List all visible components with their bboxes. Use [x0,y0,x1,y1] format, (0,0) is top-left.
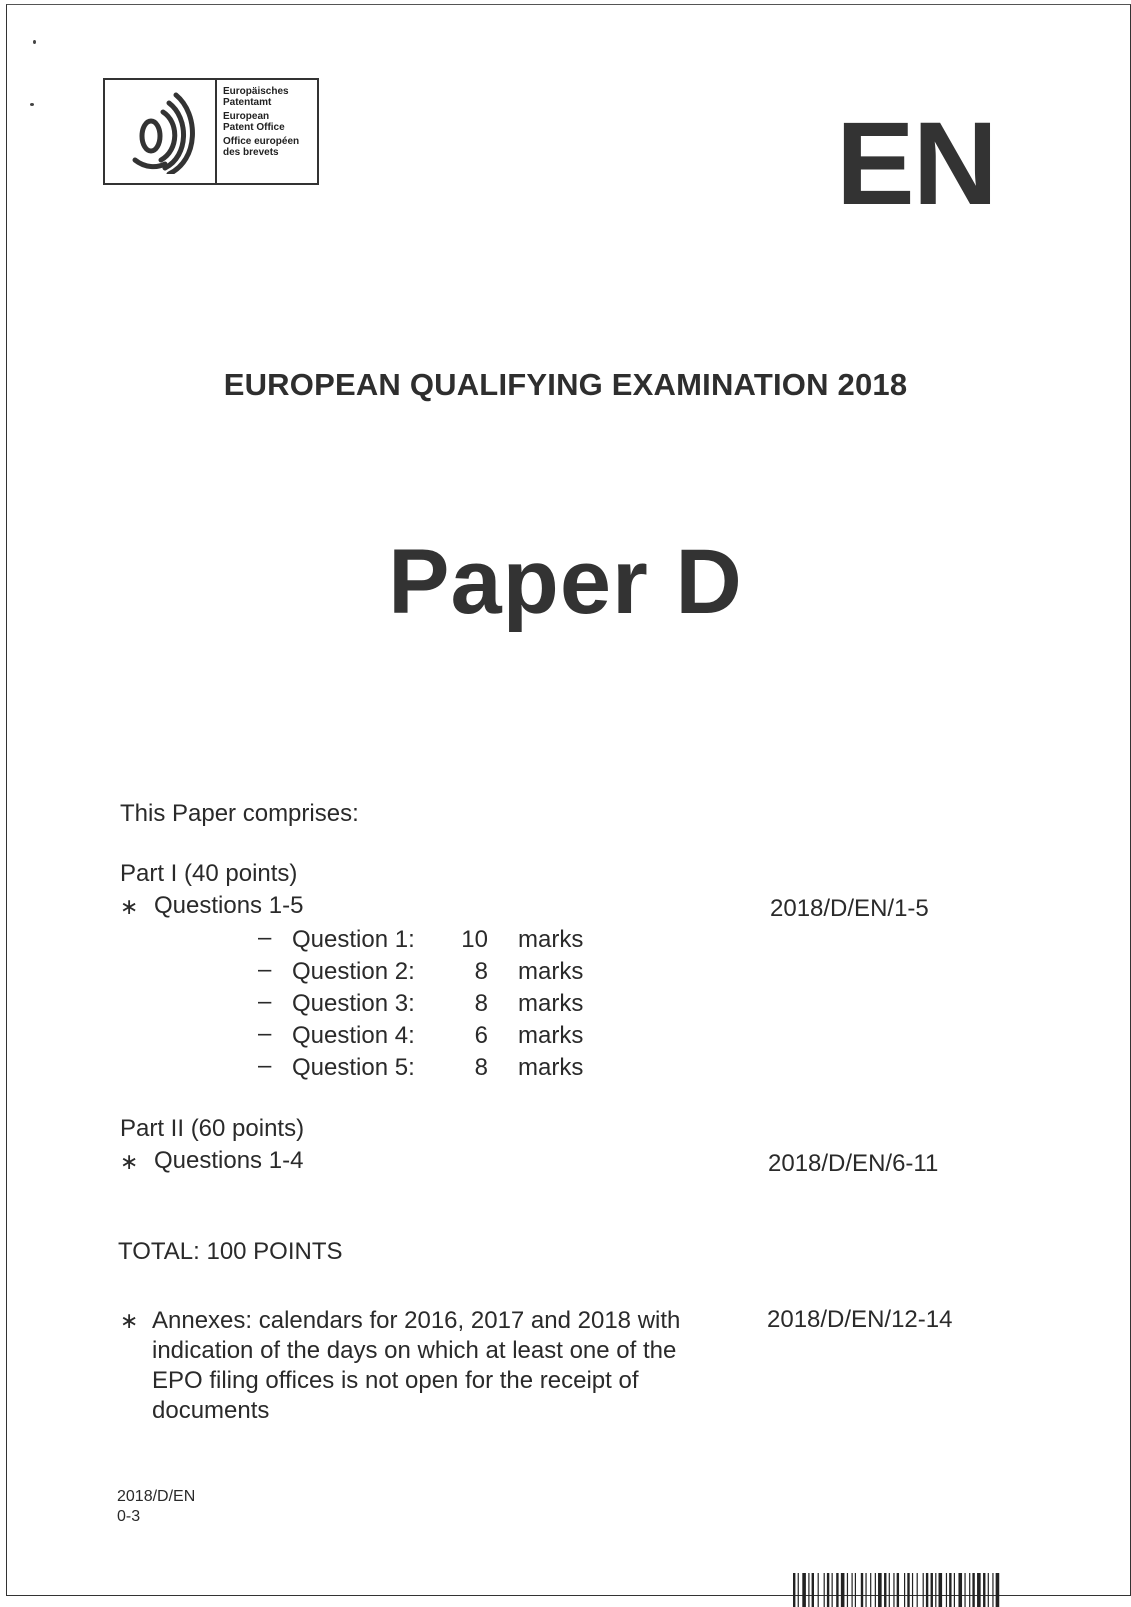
part1-item: Questions 1-5 [154,892,304,919]
question-label: Question 2: [292,958,415,985]
annex-ref: 2018/D/EN/12-14 [767,1306,953,1333]
dash: – [258,956,272,983]
dash: – [258,924,272,951]
question-marks: 8 [474,1054,488,1081]
question-unit: marks [518,1054,584,1081]
question-unit: marks [518,1022,584,1049]
dash: – [258,988,272,1015]
part1-bullet: ∗ [120,894,139,919]
logo-line: European [223,111,270,122]
question-label: Question 5: [292,1054,415,1081]
logo-line: des brevets [223,147,279,158]
part2-ref: 2018/D/EN/6-11 [768,1150,939,1177]
question-row [0,1054,700,1082]
intro-text: This Paper comprises: [120,800,359,827]
question-unit: marks [518,958,584,985]
question-row [0,958,700,986]
logo-line: Patent Office [223,122,285,133]
question-label: Question 4: [292,1022,415,1049]
part2-item: Questions 1-4 [154,1147,304,1174]
question-marks: 8 [474,990,488,1017]
dash: – [258,1052,272,1079]
question-row [0,926,700,954]
exam-title: EUROPEAN QUALIFYING EXAMINATION 2018 [223,367,908,402]
part2-heading: Part II (60 points) [120,1115,305,1142]
footer-code: 2018/D/EN [117,1488,196,1505]
footer [117,1487,195,1527]
question-row [0,1022,700,1050]
question-unit: marks [518,926,584,953]
total-points: TOTAL: 100 POINTS [118,1238,343,1265]
question-label: Question 3: [292,990,415,1017]
logo-line: Office européen [223,136,300,147]
scan-speck [33,40,36,44]
question-marks: 8 [474,958,488,985]
dash: – [258,1020,272,1047]
question-marks: 10 [461,926,488,953]
part1-heading: Part I (40 points) [120,860,298,887]
part1-ref: 2018/D/EN/1-5 [770,895,929,922]
part2-bullet: ∗ [120,1149,139,1174]
logo-line: Patentamt [223,97,272,108]
footer-page: 0-3 [117,1508,141,1525]
question-marks: 6 [474,1022,488,1049]
annex-bullet: ∗ [120,1308,139,1333]
epo-logo [103,78,319,185]
barcode [793,1573,1083,1607]
paper-title: Paper D [388,531,743,633]
language-code: EN [836,98,996,230]
epo-logo-mark-icon [105,80,217,183]
epo-logo-text [217,80,317,183]
annex-text: Annexes: calendars for 2016, 2017 and 2018 with indication of the days on which at least one of the EPO filing offices is not open for the receipt of documents [152,1307,681,1424]
question-label: Question 1: [292,926,415,953]
question-row [0,990,700,1018]
question-unit: marks [518,990,584,1017]
logo-line: Europäisches [223,86,289,97]
scan-speck [30,103,34,106]
